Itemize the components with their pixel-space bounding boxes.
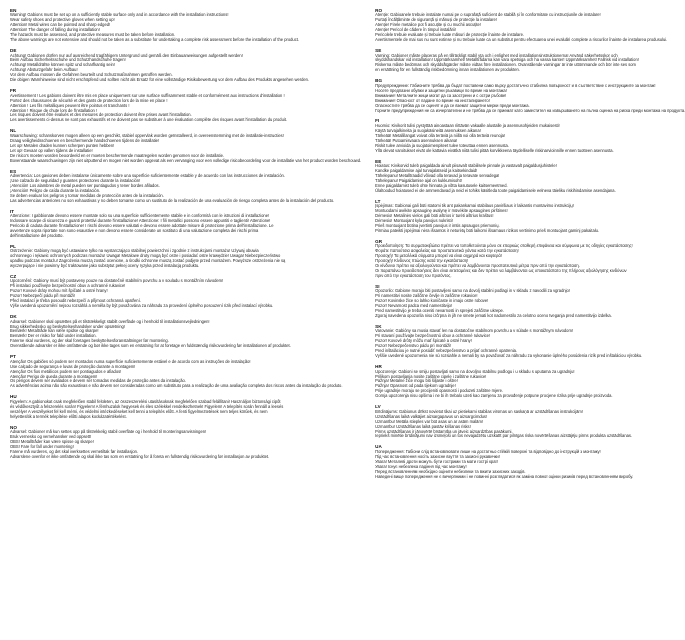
warning-text-line: The hazards must be assessed, and protective measures must be taken before installation. (10, 32, 176, 38)
warning-text-line: Upozornění: Gabiony musí být postaveny pouze na dostatečně stabilním povrchu a v souladu s montážním návodem! (10, 278, 224, 284)
warning-text-line: Purtați încălțăminte de siguranță și mănuși de protecție la instalare! (375, 17, 497, 23)
warning-text-line: Farerne skal vurderes, og der skal foretages beskyttelsesforanstaltninger før montering. (10, 338, 169, 344)
language-code: RO (375, 8, 383, 13)
warning-section-nl (10, 128, 361, 163)
warning-section-dk (10, 314, 361, 349)
warning-text-line: Внимание! Металните жици могат да са заострени и с остри ръбове! (375, 92, 507, 98)
warning-text-line: Käytä turvajalkineita ja suojakäsineitä asennuksen aikana! (375, 127, 481, 133)
warning-text-line: Pozor! Nevarnost padca med namestitvijo! (375, 303, 453, 309)
language-code: NL (10, 128, 17, 134)
warning-text-line: en ersättning för en fullständig riskbedömning innan installationen av produkten. (375, 67, 520, 73)
warning-text-line: OBS! Metalltråder kan være spisse og skarpe! (10, 438, 94, 444)
warning-text-line: Pericolo di caduta durante l'installazione! I rischi devono essere valutati e devono essere adottate misure di protezione prima dell'installazione. Le (10, 222, 274, 228)
warning-text-line: Warning! Gabions must be set up on a sufficiently stable surface only and in accordance with the installation instructions! (10, 12, 229, 18)
warning-text-line: Las advertencias anteriores no son exhaustivas y no deben tomarse como un sustituto de la realización de una evaluación de riesgo completa antes de la instalación del producto. (10, 197, 335, 203)
warning-text-line: Před instalací je třeba posoudit nebezpečí a přijmout ochranná opatření. (10, 298, 141, 304)
warning-text-line: Dėmesio! Metalinės vielos gali būti aštrios ir turėti aštrius kraštus! (375, 213, 494, 219)
warning-text-line: Let op! Metalen draden kunnen scherpen punten hebben! (10, 142, 115, 148)
warning-text-line: Pažnja! Metalne žice mogu biti šiljaste i oštre! (375, 378, 458, 384)
language-code: BG (375, 78, 383, 84)
warning-text-line: ¡Atención! Peligro de caída durante la instalación. (10, 187, 101, 193)
warning-section-pl (10, 244, 361, 269)
warning-text-line: Les risques doivent être évalués et des mesures de protection doivent être prises avant l'installation. (10, 112, 192, 118)
warning-section-de (10, 48, 361, 83)
warning-text-line: Tärkeää! Putoamisvaara asennuksen aikana! (375, 137, 458, 143)
warning-text-line: Os perigos devem ser avaliados e devem ser tomadas medidas de proteção antes da instalação. (10, 378, 186, 384)
language-code: NO (10, 424, 17, 430)
warning-text-line: Avertismentele de mai sus nu sunt extinse și nu trebuie luate ca un substitut pentru efectuarea unei evaluări complete a riscurilor înainte de instalarea produsului. (375, 37, 668, 43)
warning-text-line: skyddshandskar vid installation! Uppmärksamhet! Metalltrådarna kan vara spetsiga och ha vassa kanter! Uppmärksamhet! Fallrisk vid installation! (375, 57, 639, 63)
warning-text-line: Attention! Metal wires can be pointed and sharp edged! (10, 22, 111, 28)
warning-section-gr (375, 239, 685, 279)
warning-text-line: Внимание! Опасност от падане по време на инсталирането! (375, 97, 490, 103)
warning-text-line: Ovenstående advarsler er ikke omfattende og bør ikke tages som en erstatning for at foretage en fuldstændig risikovurdering før installationen af produktet. (10, 343, 291, 349)
warning-text-line: Pozor! Kovinske žice so lahko koničaste in imajo ostre robove! (375, 298, 489, 304)
warning-text-line: helyettesítik a termék telepítése előtti alapos kockázatértékelést. (10, 413, 127, 419)
warning-text-line: Προειδοποίηση: Τα συρματοκιβώτια πρέπει να τοποθετούνται μόνο σε επαρκώς σταθερή επιφάνεια και σύμφωνα με τις οδηγίες εγκατάστασης! (375, 243, 633, 249)
warning-text-line: Bovenstaande waarschuwingen zijn niet uitputtend en mogen niet worden opgevat als een vervanging voor een volledige risicobeoordeling voor de installatie van het product worden beschouwd. (10, 157, 362, 163)
warning-text-line: Atenție: Gabioanele trebuie instalate numai pe o suprafață suficient de stabilă și în conformitate cu instrucțiunile de instalare! (375, 12, 601, 18)
warning-text-line: Riskit tulee arvioida ja suojatoimenpiteet tulee toteuttaa ennen asennusta. (375, 142, 509, 148)
warning-text-line: Pred inštaláciou je nutné posúdiť nebezpečenstvo a prijať ochranné opatrenia. (375, 348, 518, 354)
warning-section-hu (10, 394, 361, 419)
warning-text-line: veszélye! A veszélyeket fel kell mérni, és védelmi intézkedéseket kell tenni a telepítés előtt. A fenti figyelmeztetések nem teljes körűek, és nem (10, 408, 268, 414)
language-code: FI (375, 118, 380, 124)
warning-section-fr (10, 88, 361, 123)
warning-text-line: ochronnego i rękawic ochronnych podczas montażu! Uwaga! Metalowe druty mogą być ostre i posiadać ostre krawędzie! Uwaga! Niebezpieczeństwo (10, 253, 281, 259)
warning-text-line: Waarschuwing: schanskorven mogen alleen op een geschikt, stabiel oppervlak worden geïnstalleerd, in overeenstemming met de installatie-instructies! (10, 132, 284, 138)
warning-text-line: Pozor! Nebezpečenstvo pádu pri montáži! (375, 343, 452, 349)
warning-text-line: Opozorilo: Gabione morajo biti postavljeni samo na dovolj stabilni podlagi in v skladu z navodili za vgradnjo! (375, 288, 570, 294)
warning-text-line: Achtung! Absturzgefahr beim Aufbau! (10, 67, 78, 73)
warning-text-line: Figyelem: A gabionokat csak megfelelően stabil felületen, az összeszerelési utasításoknak megfelelően szabad felállítani! Használjon biztonsági cipőt (10, 398, 281, 404)
warning-text-line: Tärkeää! Metallilangat voivat olla teräviä ja niillä voi olla teräviä reunoja! (375, 132, 506, 138)
warning-text-line: πριν από την εγκατάσταση του προϊόντος. (375, 272, 452, 278)
warning-text-line: Při instalaci používejte bezpečnostní obuv a ochranné rukavice! (10, 283, 126, 289)
warning-text-line: Vor dem Aufbau müssen die Gefahren beurteilt und Schutzmaßnahmen getroffen werden. (10, 72, 173, 78)
warning-text-line: Įspėjimas: Gabionai gali būti statomi tik ant pakankamai stabilaus paviršiaus ir laikantis montavimo instrukcijų! (375, 203, 574, 209)
language-code: SE (375, 48, 382, 54)
warning-text-line: Προσοχή! Τα μεταλλικά σύρματα μπορεί να είναι αιχμηρά και κοφτερά! (375, 253, 502, 259)
warning-text-line: wyczerpujące i nie powinny być traktowane jako substytut pełnej oceny ryzyka przed instalacją produktu. (10, 263, 200, 269)
warning-text-line: Pažnja! Opasnost od pada tijekom ugradnje! (375, 383, 456, 389)
warning-text-line: De risico's moeten worden beoordeeld en er moeten beschermende maatregelen worden genomen voor de installatie. (10, 152, 225, 158)
warning-text-line: Výše uvedená upozornění nejsou rozsáhlá a neměla by být považována za náhradu za provedení úplného posouzení rizik před instalací výrobku. (10, 303, 274, 309)
warning-text-line: Advarslene ovenfor er ikke omfattende og skal ikke tas som en erstatning for å foreta en fullstendig risikovurdering før installasjon av produktet. (10, 453, 270, 459)
warning-text-line: Pericolele trebuie evaluate și trebuie luate măsuri de protecție înainte de instalare. (375, 32, 524, 38)
warning-text-line: Φοράτε παπούτσια ασφαλείας και προστατευτικά γάντια κατά την εγκατάσταση! (375, 248, 519, 254)
language-code: UA (375, 444, 382, 450)
warning-text-line: Gornja upozorenja nisu opširna i ne bi ih trebalo uzeti kao zamjenu za provođenje potpune procjene rizika prije ugradnje proizvoda. (375, 393, 613, 399)
warning-text-line: Atenção! Perigo de queda durante a montagem! (10, 373, 98, 379)
language-code: FR (10, 88, 17, 94)
warning-text-line: avvertenze sopra riportate non sono esaustive e non devono essere considerate un sostituto di una valutazione completa dei rischi prima (10, 227, 259, 233)
warning-text-line: Achtung! Gabionen dürfen nur auf ausreichend tragfähigem Untergrund und gemäß den Einbauanweisungen aufgestellt werden! (10, 52, 243, 58)
warning-section-it (10, 209, 361, 239)
warning-section-pt (10, 354, 361, 389)
warning-text-line: Advertencia: Los gaviones deben instalarse únicamente sobre una superficie suficientemente estable y de acuerdo con las instrucciones de instalación. (10, 172, 285, 178)
warning-text-line: Ülaltoodud hoiatused ei ole ammendavad ja neid ei tohiks käsitleda toote paigaldamisele eelneva täieliku riskihindamise asendajana. (375, 187, 616, 193)
language-code: LT (375, 198, 381, 204)
warning-text-line: Varning: Gabioner måste placeras på en tillräckligt stabil yta och i enlighet med installationsinstruktionerna! Använd säkerhetsskor och (375, 52, 618, 58)
warning-text-line: Huomio: Kivikorit tulisi pystyttää ainoastaan riittävän vakaalle alustalle ja asennusohjeiden mukaisesti! (375, 122, 560, 128)
warning-text-line: Pri namestitvi nosite zaščitne čevlje in zaščitne rokavice! (375, 293, 478, 299)
warning-text-line: Наведені вище попередження не є вичерпними і не повинні розглядатися як заміна повної оцінки ризиків перед встановленням виробу. (375, 473, 634, 479)
warning-text-line: Pozor! Kovové drôty môžu mať špicaté a ostré hrany! (375, 338, 472, 344)
warning-text-line: Atenção! Os fios metálicos podem ser pontiagudos e afiados! (10, 368, 122, 374)
warning-text-line: Предупреждение: Габионите трябва да бъдат поставени само върху достатъчно стабилна повърхност и в съответствие с инструкциите за монтаж! (375, 82, 656, 88)
warning-text-line: Let op! Gevaar op vallen tijdens de installatie! (10, 147, 93, 153)
warning-text-line: Bemærk! Der er risiko for fald under installation. (10, 333, 97, 339)
language-code: PL (10, 243, 16, 249)
warning-text-line: Pirmiau pateikti įspėjimai nėra išsamūs ir neturėtų būti laikomi išsamaus rizikos vertinimo prieš montuojant gaminį pakaitalu. (375, 227, 600, 233)
language-code: PT (10, 354, 16, 360)
warning-text-line: Attention! The danger of falling during installation! (10, 27, 100, 33)
warning-section-es (10, 169, 361, 204)
language-code: GR (375, 238, 383, 244)
warning-text-line: Vyššie uvedené upozornenia nie sú rozsiahle a nemali by sa považovať za náhradu za vykonanie úplného posúdenia rizík pred inštaláciou výrobku. (375, 353, 643, 359)
warning-text-line: Bemærk! Metaltråde kan være spidse og skarpe! (10, 328, 99, 334)
warning-text-line: Uzmanību! Uzstādīšanas laikā pastāv krišanas risks! (375, 423, 471, 429)
warning-section-ua (375, 444, 685, 479)
warning-text-line: Dėmesio! Montuojant kyla pavojus nukristi! (375, 217, 453, 223)
warning-text-line: Ostrzeżenie: Gabiony mogą być ustawiane tylko na wystarczająco stabilnej powierzchni i zgodnie z instrukcjami montażu! Używaj obuwia (10, 248, 259, 254)
language-code: EN (10, 8, 17, 13)
warning-section-no (10, 425, 361, 460)
warning-text-line: Enne paigaldamist tuleb ohte hinnata ja võtta kasutusele kaitsemeetmed. (375, 182, 508, 188)
warning-text-line: ¡Atención! Los alambres de metal pueden ser puntiagudos y tener bordes afilados. (10, 182, 160, 188)
warning-text-line: Prije ugradnje moraju se procijeniti opasnosti i poduzeti zaštitne mjere. (375, 388, 504, 394)
warning-text-line: Увага! Існує небезпека падіння під час монтажу! (375, 463, 467, 469)
warning-text-line: Upozorenje: Gabioni se smiju postavljati samo na dovoljno stabilnu podlogu i u skladu s uputama za ugradnju! (375, 368, 575, 374)
warning-text-line: Riskerna måste bedömas och skyddsåtgärder måste vidtas före installationen. Ovanstående varningar är inte uttömmande och bör inte ses som (375, 62, 636, 68)
warning-text-line: The above warnings are not extensive and should not be taken as a substitute for undertaking a complete risk assessment before the installation of the product. (10, 37, 300, 43)
warning-text-line: Носете предпазни обувки и защитни ръкавици по време на монтажа! (375, 87, 507, 93)
warning-text-line: Tähelepanu! Paigaldamise ajal on kukkumisoht! (375, 177, 462, 183)
warning-text-line: Use calçado de segurança e luvas de proteção durante a montagem! (10, 363, 136, 369)
warning-text-line: Pirms uzstādīšanas ir jānovērtē bīstamība un jāveic aizsardzības pasākumi. (375, 428, 513, 434)
warning-text-line: Atenção! Os gabiões só podem ser montados numa superfície suficientemente estável e de acordo com as instruções de instalação! (10, 358, 251, 364)
warning-text-line: Advarsel: Gabioner må kun settes opp på tilstrekkelig stabil overflate og i henhold til monteringsanvisningen! (10, 429, 207, 435)
warning-text-line: Portez des chaussures de sécurité et des gants de protection lors de la mise en place ! (10, 97, 168, 103)
warning-text-line: Brug sikkerhedssko og beskyttelseshandsker under opsætning! (10, 323, 125, 329)
warning-text-line: Попередження: Габіони слід встановлювати лише на достатньо стійкій поверхні та відповідно до інструкцій з монтажу! (375, 448, 601, 454)
warning-text-line: Bruk vernesko og vernehansker ved oppsett! (10, 433, 92, 439)
warning-text-line: Wear safety shoes and protective gloves when setting up! (10, 17, 115, 23)
warning-section-ee (375, 159, 685, 194)
warning-text-line: Tähelepanu! Metalltraadid võivad olla teravad ja teravate servadega! (375, 172, 500, 178)
warning-text-line: Brīdinājums: Gabionus drīkst novietot tikai uz pietiekami stabilas virsmas un saskaņā ar uzstādīšanas instrukcijām! (375, 408, 583, 414)
warning-section-lv (375, 404, 685, 439)
warning-text-line: Achtung! Metalldrähte können spitz und scharfkantig sein! (10, 62, 115, 68)
language-code: ES (10, 168, 17, 174)
warning-section-lt (375, 199, 685, 234)
warning-text-line: Pozor! Nebezpečí pádu při montáži! (10, 293, 76, 299)
warning-text-line: Перед встановленням необхідно оцінити небезпеки та вжити захисних заходів. (375, 468, 526, 474)
warning-text-line: Avertissement ! Les gabions doivent être mis en place uniquement sur une surface suffisamment stable et conformément aux instructions d'installation ! (10, 92, 285, 98)
warning-text-line: Farene må vurderes, og det skal iverksettes vernetiltak før installasjon. (10, 448, 139, 454)
warning-text-line: Увага! Металеві дроти можуть бути гострими та мати гострі краї! (375, 458, 498, 464)
warning-text-line: Indossare scarpe di sicurezza e guanti protettivi durante l'installazione! Attenzione: I fili metallici possono essere appuntiti e taglienti! Attenzione! (10, 217, 271, 223)
warning-text-line: Attention ! Les fils métalliques peuvent être pointus et tranchants ! (10, 102, 130, 108)
warning-text-line: Опасностите трябва да се оценят и да се вземат защитни мерки преди монтажа. (375, 102, 530, 108)
warning-text-line: Atenție! Firele metalice pot fi ascuțite și cu muchii ascuțite! (375, 22, 481, 28)
warning-text-line: dell'installazione del prodotto. (10, 232, 64, 238)
warning-text-line: Προσοχή! Κίνδυνος πτώσης κατά την εγκατάσταση! (375, 258, 469, 264)
warning-text-line: Горните предупреждения не са изчерпателни и не трябва да се приемат като заместител на извършването на пълна оценка на риска преди монтажа на продукта. (375, 107, 685, 113)
warning-section-hr (375, 364, 685, 399)
language-code: SK (375, 324, 382, 330)
warning-text-line: Uzstādīšanas laikā valkājiet aizsargapavus un aizsargcimdus! (375, 413, 488, 419)
warning-text-line: Zgoraj navedena opozorila niso izčrpna in jih ne smete jemati kot nadomestilo za celotno oceno tveganja pred namestitvijo izdelka. (375, 313, 612, 319)
warning-text-line: Pri stavaní používajte bezpečnostnú obuv a ochranné rukavice! (375, 333, 491, 339)
warning-section-sk (375, 324, 685, 359)
warning-text-line: Pozor! Kovové dráty mohou mít špičaté a ostré hrany! (10, 288, 108, 294)
warning-text-line: Se deben evaluar los peligros y tomar medidas de protección antes de la instalación. (10, 192, 164, 198)
warning-text-line: Οι παραπάνω προειδοποιήσεις δεν είναι εκτεταμένες και δεν πρέπει να λαμβάνονται ως υποκατάστατο της πλήρους αξιολόγησης κινδύνων (375, 268, 627, 274)
warning-text-line: Advarsel: Gabioner skal opsættes på et tilstrækkeligt stabilt overflade og i henhold til installationsvejledningen! (10, 318, 210, 324)
warning-text-line: Iepriekš minētie brīdinājumi nav izsmeļoši un tos nevajadzētu uzskatīt par pilnīgas riska novērtēšanas aizstājēju pirms produkta uzstādīšanas. (375, 433, 633, 439)
warning-section-ro (375, 8, 685, 43)
warning-text-line: Yllä olevat varoitukset eivät ole kattavia eivätkä niitä tulisi pitää korvikkeena täydelliselle riskinarvioinnille ennen tuotteen asennusta. (375, 147, 614, 153)
language-code: IT (10, 208, 15, 214)
warning-text-line: Prieš montuojant būtina įvertinti pavojus ir imtis apsaugos priemonių. (375, 222, 500, 228)
language-code: HR (375, 364, 382, 370)
language-code: DE (10, 48, 17, 54)
warning-text-line: Montuodami avėkite apsauginę avalynę ir mūvėkite apsaugines pirštines! (375, 208, 508, 214)
language-code: LV (375, 404, 381, 410)
warning-text-line: Beim Aufbau Sicherheitsschuhe und Schutzhandschuhe tragen! (10, 57, 126, 63)
warning-section-se (375, 48, 685, 73)
language-code: SI (375, 283, 380, 289)
warning-text-line: Hoiatus: Kivikorvid tuleb paigaldada ainult piisavalt stabiilsele pinnale ja vastavalt paigaldusjuhistele! (375, 163, 557, 168)
warning-text-line: Varovanie: Gabióny sa musia stavať len na dostatočne stabilnom povrchu a v súlade s montážnym návodom! (375, 328, 573, 334)
warning-text-line: Kandke paigaldamise ajal turvajalatseid ja kaitsekindaid! (375, 167, 478, 173)
left-column (10, 8, 361, 636)
right-column (375, 8, 685, 636)
warning-text-line: Prilikom postavljanja nosite zaštitne cipele i zaštitne rukavice! (375, 373, 487, 379)
language-code: HU (10, 394, 17, 400)
warning-text-line: As advertências acima não são exaustivas e não devem ser consideradas como um substituto para a realização de uma avaliação completa dos riscos antes da instalação do produto. (10, 383, 343, 389)
warning-text-line: Під час встановлення носіть захисне взуття та захисні рукавички! (375, 453, 500, 459)
warning-section-si (375, 284, 685, 319)
warning-text-line: Attention ! Risque de chute lors de l'installation ! (10, 107, 98, 113)
warning-section-en (10, 8, 361, 43)
warning-section-cz (10, 274, 361, 309)
warning-text-line: Pred namestitvijo je treba oceniti nevarnosti in sprejeti zaščitne ukrepe. (375, 308, 504, 314)
warning-text-line: OBS! Fare for fall under montering! (10, 443, 74, 449)
warning-section-fi (375, 118, 685, 153)
warning-text-line: Uzmanību! Metāla stieples var būt asas un ar asām malām! (375, 418, 484, 424)
warning-text-line: Attenzione: I gabbionate devono essere montate solo su una superficie sufficientemente stabile e in conformità con le istruzioni di installazione! (10, 213, 270, 219)
warning-text-line: Les avertissements ci-dessus ne sont pas exhaustifs et ne doivent pas se substituer à une évaluation complète des risques avant l'installation du produit. (10, 117, 288, 123)
warning-text-line: és védőkesztyűt a felszerelés során! Figyelem! A fémhuzalok hegyesek és éles szélekkel rendelkezhetnek! Figyelem! A telepítés során fennáll a leesés (10, 403, 284, 409)
language-code: EE (375, 158, 382, 164)
warning-text-line: upadku podczas montażu! Zagrożenia muszą zostać ocenione, a środki ochronne muszą zostać podjęte przed montażem. Powyższe ostrzeżenia nie są (10, 258, 286, 264)
language-code: DK (10, 314, 17, 320)
warning-text-line: Οι κίνδυνοι πρέπει να αξιολογούνται και πρέπει να λαμβάνονται προστατευτικά μέτρα πριν από την εγκατάσταση. (375, 263, 580, 269)
warning-text-line: ¡Use calzado de seguridad y guantes protectores durante la instalación! (10, 177, 141, 183)
warning-text-line: Draag veiligheidsschoenen en beschermende handschoenen tijdens de installatie! (10, 137, 160, 143)
warning-section-bg (375, 78, 685, 113)
language-code: CZ (10, 274, 17, 280)
warning-text-line: Die obigen Warnhinweise sind nicht erschöpfend und sollten nicht als Ersatz für eine vollständige Risikobewertung vor dem Aufbau des Produkts angesehen werden. (10, 77, 310, 83)
warning-text-line: Atenție! Pericol de cădere în timpul instalării! (375, 27, 456, 33)
